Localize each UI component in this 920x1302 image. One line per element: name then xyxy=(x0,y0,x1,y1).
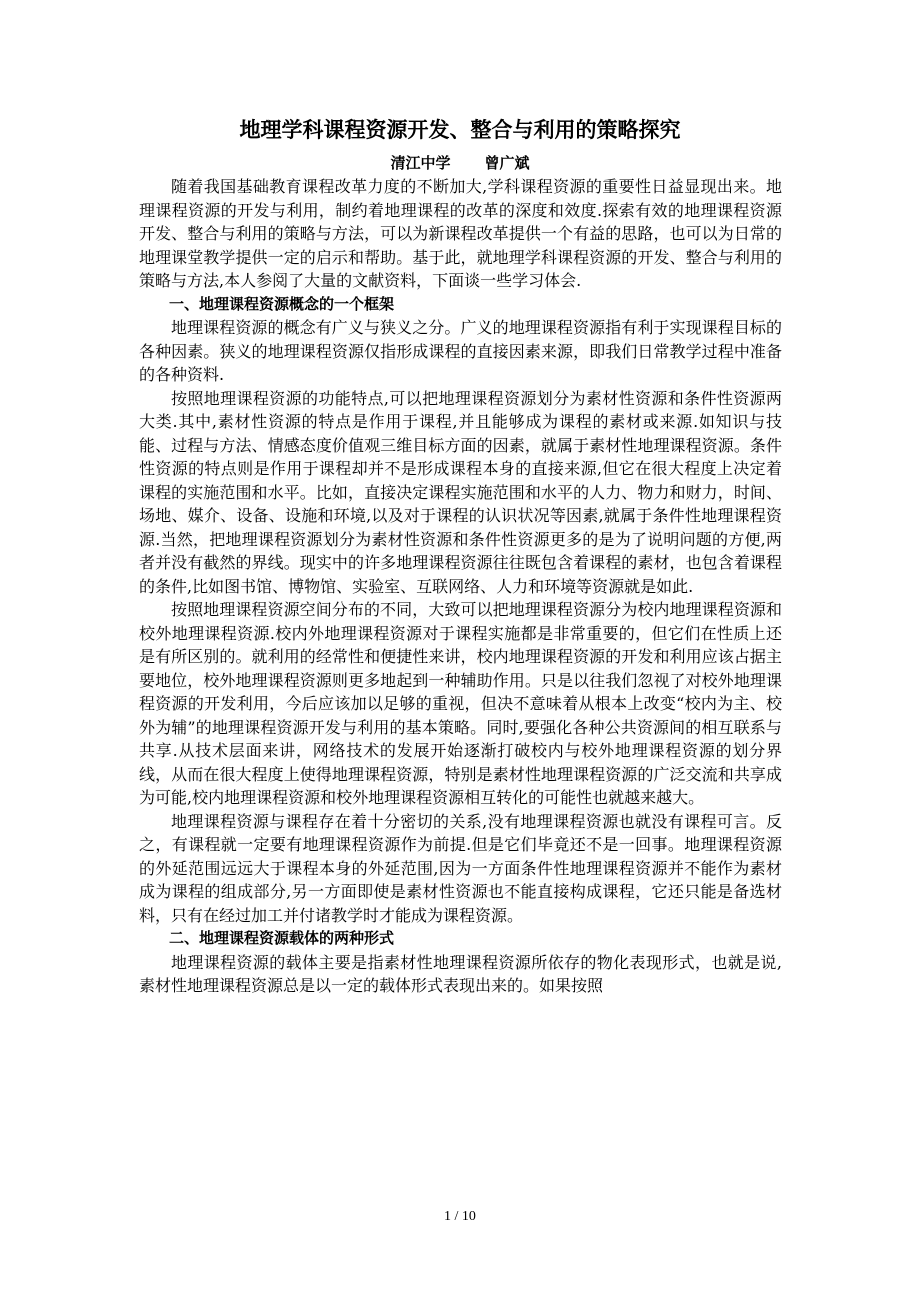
section1-paragraph-2: 按照地理课程资源的功能特点,可以把地理课程资源划分为素材性资源和条件性资源两大类.其中,素材性资源的特点是作用于课程,并且能够成为课程的素材或来源.如知识与技能、过程与方法、情感态度价值观三维目标方面的因素，就属于素材性地理课程资源。条件性资源的特点则是作用于课程却并不是形成课程本身的直接来源,但它在很大程度上决定着课程的实施范围和水平。比如，直接决定课程实施范围和水平的人力、物力和财力，时间、场地、媒介、设备、设施和环境,以及对于课程的认识状况等因素,就属于条件性地理课程资源.当然，把地理课程资源划分为素材性资源和条件性资源更多的是为了说明问题的方便,两者并没有截然的界线。现实中的许多地理课程资源往往既包含着课程的素材，也包含着课程的条件,比如图书馆、博物馆、实验室、互联网络、人力和环境等资源就是如此. xyxy=(139,388,782,596)
section1-paragraph-3: 按照地理课程资源空间分布的不同，大致可以把地理课程资源分为校内地理课程资源和校外地理课程资源.校内外地理课程资源对于课程实施都是非常重要的，但它们在性质上还是有所区别的。就利用的经常性和便捷性来讲，校内地理课程资源的开发和利用应该占据主要地位，校外地理课程资源则更多地起到一种辅助作用。只是以往我们忽视了对校外地理课程资源的开发利用，今后应该加以足够的重视，但决不意味着从根本上改变“校内为主、校外为辅”的地理课程资源开发与利用的基本策略。同时,要强化各种公共资源间的相互联系与共享.从技术层面来讲，网络技术的发展开始逐渐打破校内与校外地理课程资源的划分界线，从而在很大程度上使得地理课程资源，特别是素材性地理课程资源的广泛交流和共享成为可能,校内地理课程资源和校外地理课程资源相互转化的可能性也就越来越大。 xyxy=(139,600,782,807)
byline xyxy=(137,152,783,174)
document-title: 地理学科课程资源开发、整合与利用的策略探究 xyxy=(239,118,681,142)
section2-paragraph-1: 地理课程资源的载体主要是指素材性地理课程资源所依存的物化表现形式，也就是说,素材性地理课程资源总是以一定的载体形式表现出来的。如果按照 xyxy=(139,952,782,995)
author-name: 曾广斌 xyxy=(484,154,530,172)
intro-paragraph: 随着我国基础教育课程改革力度的不断加大,学科课程资源的重要性日益显现出来。地理课程资源的开发与利用，制约着地理课程的改革的深度和效度.探索有效的地理课程资源开发、整合与利用的策略与方法，可以为新课程改革提供一个有益的思路，也可以为日常的地理课堂教学提供一定的启示和帮助。基于此，就地理学科课程资源的开发、整合与利用的策略与方法,本人参阅了大量的文献资料，下面谈一些学习体会. xyxy=(139,177,782,290)
section-heading-1: 一、地理课程资源概念的一个框架 xyxy=(169,294,395,313)
section-heading-2: 二、地理课程资源载体的两种形式 xyxy=(169,929,395,947)
section1-paragraph-4: 地理课程资源与课程存在着十分密切的关系,没有地理课程资源也就没有课程可言。反之，有课程就一定要有地理课程资源作为前提.但是它们毕竟还不是一回事。地理课程资源的外延范围远远大于课程本身的外延范围,因为一方面条件性地理课程资源并不能作为素材成为课程的组成部分,另一方面即使是素材性资源也不能直接构成课程，它还只能是备选材料，只有在经过加工并付诸教学时才能成为课程资源。 xyxy=(139,811,782,925)
document-body xyxy=(139,175,782,998)
school-name: 清江中学 xyxy=(390,154,451,172)
section1-paragraph-1: 地理课程资源的概念有广义与狭义之分。广义的地理课程资源指有利于实现课程目标的各种因素。狭义的地理课程资源仅指形成课程的直接因素来源，即我们日常教学过程中准备的各种资料. xyxy=(139,318,782,384)
page-number: 1 / 10 xyxy=(444,1209,476,1224)
